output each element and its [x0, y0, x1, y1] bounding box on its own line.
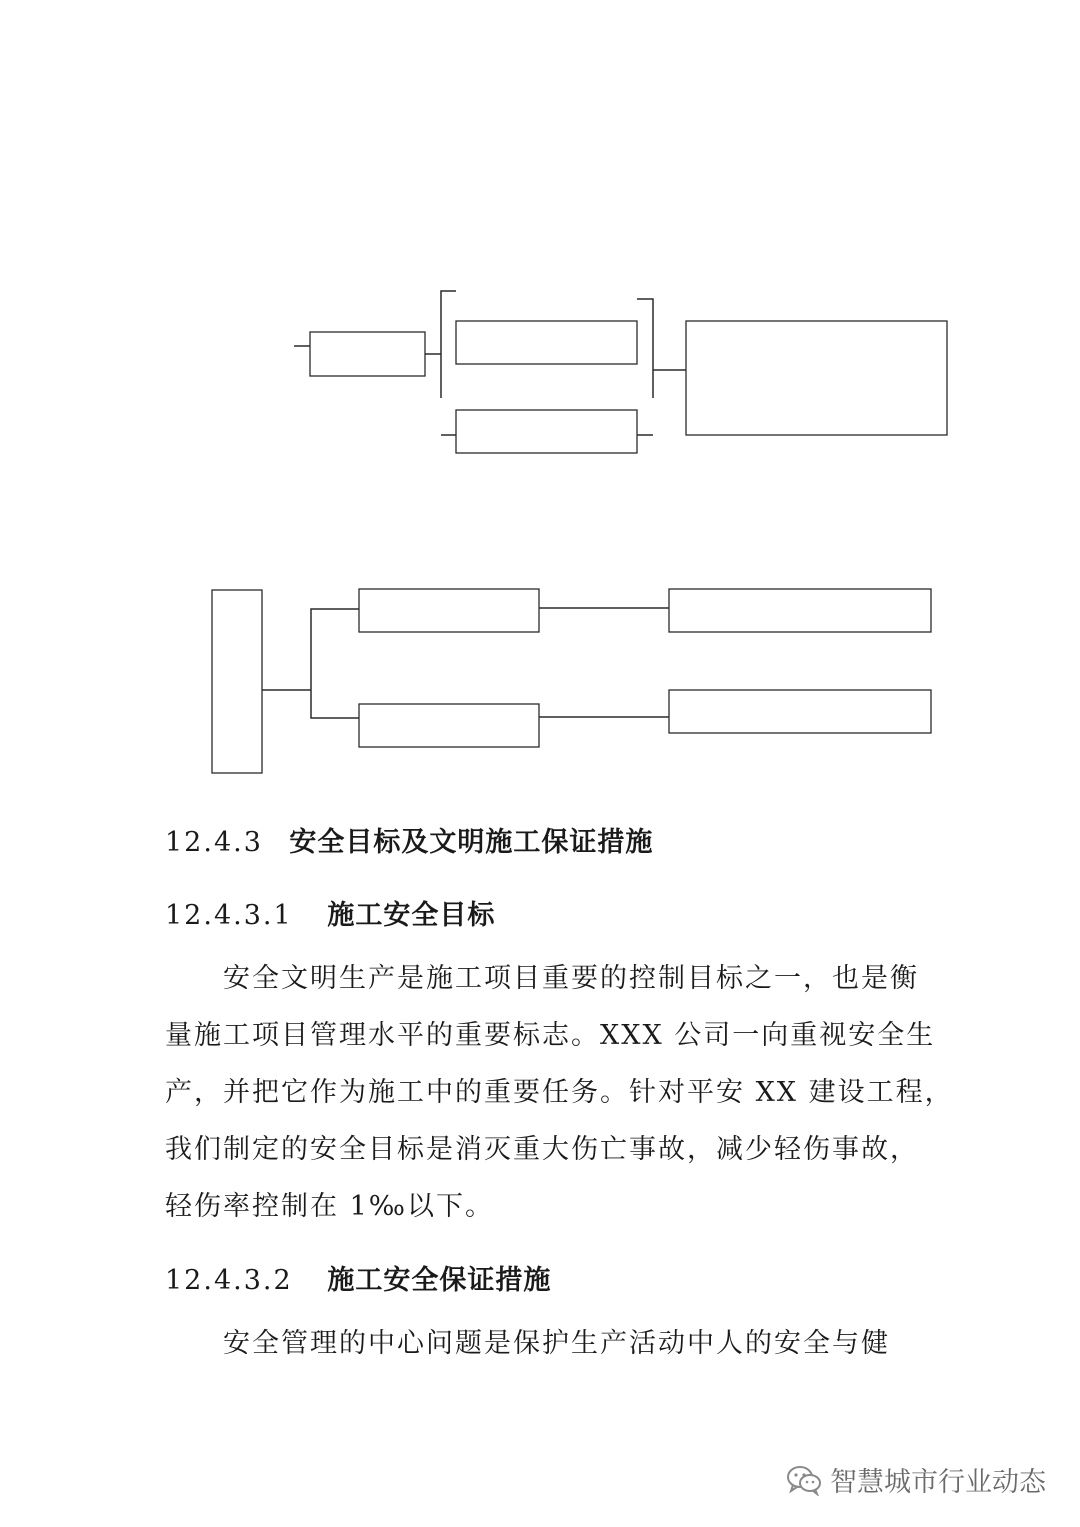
section-number: 12.4.3	[165, 827, 263, 858]
paragraph-line: 安全文明生产是施工项目重要的控制目标之一，也是衡	[223, 963, 919, 994]
section-heading-12-4-3-2	[165, 1258, 551, 1297]
paragraph-line: 我们制定的安全目标是消灭重大伤亡事故，减少轻伤事故，	[165, 1134, 919, 1165]
diagram-box	[359, 589, 539, 632]
paragraph-safety-target	[165, 950, 954, 1235]
section-number: 12.4.3.1	[165, 900, 293, 931]
watermark	[786, 1460, 1046, 1499]
diagram-box	[669, 690, 931, 733]
section-title: 施工安全目标	[327, 900, 496, 931]
diagram-box	[669, 589, 931, 632]
paragraph-line: 轻伤率控制在 1‰以下。	[165, 1191, 494, 1222]
section-heading-12-4-3	[165, 820, 653, 859]
connector-branch	[311, 609, 359, 718]
diagram-box	[456, 321, 637, 364]
section-number: 12.4.3.2	[165, 1265, 293, 1296]
paragraph-line: 量施工项目管理水平的重要标志。XXX 公司一向重视安全生	[165, 1020, 936, 1051]
watermark-text: 智慧城市行业动态	[830, 1467, 1046, 1498]
paragraph-safety-measures	[165, 1315, 925, 1372]
wechat-icon	[786, 1464, 822, 1496]
diagram-box	[359, 704, 539, 747]
section-title: 安全目标及文明施工保证措施	[289, 827, 654, 858]
section-heading-12-4-3-1	[165, 893, 495, 932]
diagram-box	[686, 321, 947, 435]
diagram-box	[212, 590, 262, 773]
bracket-right	[637, 299, 653, 398]
diagram-box	[456, 410, 637, 453]
bracket-left	[441, 291, 456, 398]
section-title: 施工安全保证措施	[327, 1265, 552, 1296]
diagram-box	[310, 332, 425, 376]
diagram-top	[294, 291, 947, 453]
paragraph-line: 产，并把它作为施工中的重要任务。针对平安 XX 建设工程，	[165, 1077, 954, 1108]
diagram-bottom	[212, 589, 931, 773]
paragraph-line: 安全管理的中心问题是保护生产活动中人的安全与健	[223, 1328, 890, 1359]
